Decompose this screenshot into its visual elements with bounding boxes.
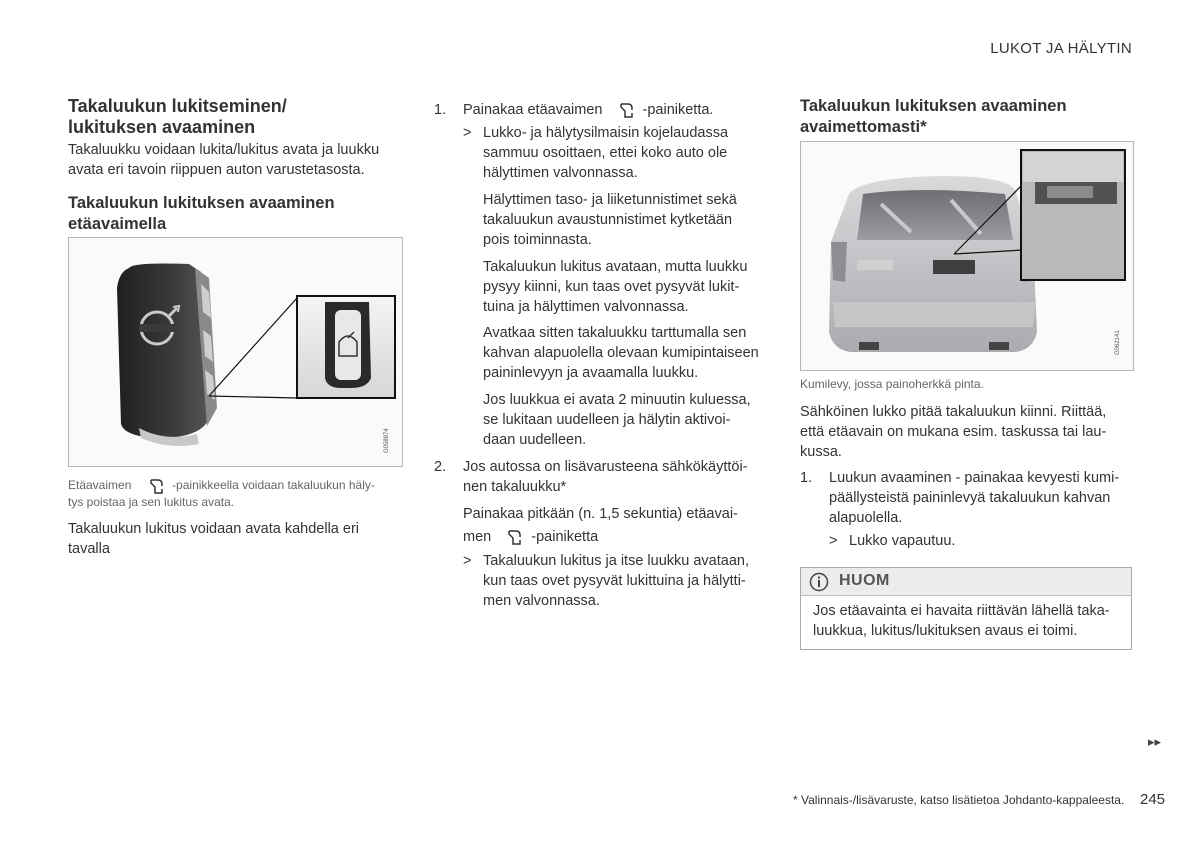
result-1-line-2: sammuu osoittaen, ettei koko auto ole [483,145,728,161]
note-line-2: luukkua, lukitus/lukituksen avaus ei toimi. [813,623,1078,639]
step-2-line-1: Jos autossa on lisävarusteena sähkökäyttöi- [463,459,748,475]
result-marker: > [829,533,838,549]
step-2-para-text-b: -painiketta [531,529,599,545]
step-2-line-2: nen takaluukku* [463,479,567,495]
figure-id: G058874 [384,428,390,453]
tailgate-icon [617,101,635,119]
key-fob-figure [68,237,403,467]
para-1-line-2: takaluukun avaustunnistimet kytketään [483,212,733,228]
continue-arrows-icon: ▸▸ [1148,734,1162,749]
para-3-line-3: paininlevyyn ja avaamalla luukku. [483,365,699,381]
right-intro-line-3: kussa. [800,444,842,460]
para-4-line-1: Jos luukkua ei avata 2 minuutin kuluessa, [483,392,751,408]
car-rear-figure [800,141,1134,371]
para-2-line-3: tuina ja hälyttimen valvonnassa. [483,299,689,315]
right-caption: Kumilevy, jossa painoherkkä pinta. [800,377,984,391]
right-intro-line-1: Sähköinen lukko pitää takaluukun kiinni. Riittää, [800,404,1107,420]
right-step-1-line-3: alapuolella. [829,510,903,526]
figure-id: G062141 [1115,330,1121,355]
left-intro-line-1: Takaluukku voidaan lukita/lukitus avata ja luukku [68,142,380,158]
tailgate-icon [147,477,165,495]
step-1-text [463,100,713,120]
section-header: LUKOT JA HÄLYTIN [990,40,1132,57]
step-1-number: 1. [434,102,447,118]
left-intro-line-2: avata eri tavoin riippuen auton varustetasosta. [68,162,365,178]
right-step-1-number: 1. [800,470,813,486]
para-2-line-2: pysyy kiinni, kun taas ovet pysyvät lukit- [483,279,740,295]
footnote: * Valinnais-/lisävaruste, katso lisätietoa Johdanto-kappaleesta. [793,793,1125,807]
step-1-text-before: Painakaa etäavaimen [463,102,603,118]
left-caption-line-1 [68,477,375,495]
car-rear-illustration [801,142,1133,370]
tailgate-icon [505,528,523,546]
para-3-line-2: kahvan alapuolella olevaan kumipintaiseen [483,345,759,361]
key-fob-illustration [69,238,402,466]
step-2-para-line-2 [463,527,598,547]
result-marker: > [463,125,472,141]
left-caption-text-b: -painikkeella voidaan takaluukun häly- [172,478,375,493]
para-4-line-2: se lukitaan uudelleen ja hälytin aktivoi- [483,412,731,428]
note-line-1: Jos etäavainta ei havaita riittävän lähellä taka- [813,603,1110,619]
result-2-line-1: Takaluukun lukitus ja itse luukku avataan, [483,553,749,569]
note-box [800,567,1132,650]
page-number: 245 [1140,791,1166,808]
left-caption-line-2: tys poistaa ja sen lukitus avata. [68,495,235,509]
left-caption-text-a: Etäavaimen [68,478,132,493]
para-3-line-1: Avatkaa sitten takaluukku tarttumalla sen [483,325,747,341]
right-step-1-line-2: päällysteistä paininlevyä takaluukun kahvan [829,490,1111,506]
left-title-line-2: lukituksen avaaminen [68,117,256,137]
right-title-line-2: avaimettomasti* [800,118,927,136]
result-2-line-3: men valvonnassa. [483,593,600,609]
right-step-1-line-1: Luukun avaaminen - painakaa kevyesti kumi- [829,470,1120,486]
step-2-para-text-a: men [463,529,492,545]
result-2-line-2: kun taas ovet pysyvät lukittuina ja hälytti- [483,573,746,589]
para-4-line-3: daan uudelleen. [483,432,587,448]
step-2-number: 2. [434,459,447,475]
note-header [801,568,1131,596]
info-icon [809,572,829,592]
left-subtitle-line-1: Takaluukun lukituksen avaaminen [68,194,335,212]
step-2-para-line-1: Painakaa pitkään (n. 1,5 sekuntia) etäavai- [463,506,738,522]
left-subtitle-line-2: etäavaimella [68,215,167,233]
left-title-line-1: Takaluukun lukitseminen/ [68,96,287,116]
result-1-line-3: hälyttimen valvonnassa. [483,165,638,181]
result-marker: > [463,553,472,569]
note-heading: HUOM [839,572,890,589]
para-1-line-1: Hälyttimen taso- ja liiketunnistimet sekä [483,192,737,208]
left-outro-line-2: tavalla [68,541,110,557]
para-2-line-1: Takaluukun lukitus avataan, mutta luukku [483,259,748,275]
right-intro-line-2: että etäavain on mukana esim. taskussa tai lau- [800,424,1107,440]
right-result-1: Lukko vapautuu. [849,533,956,549]
result-1-line-1: Lukko- ja hälytysilmaisin kojelaudassa [483,125,729,141]
left-outro-line-1: Takaluukun lukitus voidaan avata kahdella eri [68,521,359,537]
right-title-line-1: Takaluukun lukituksen avaaminen [800,97,1067,115]
para-1-line-3: pois toiminnasta. [483,232,592,248]
step-1-text-after: -painiketta. [642,102,714,118]
